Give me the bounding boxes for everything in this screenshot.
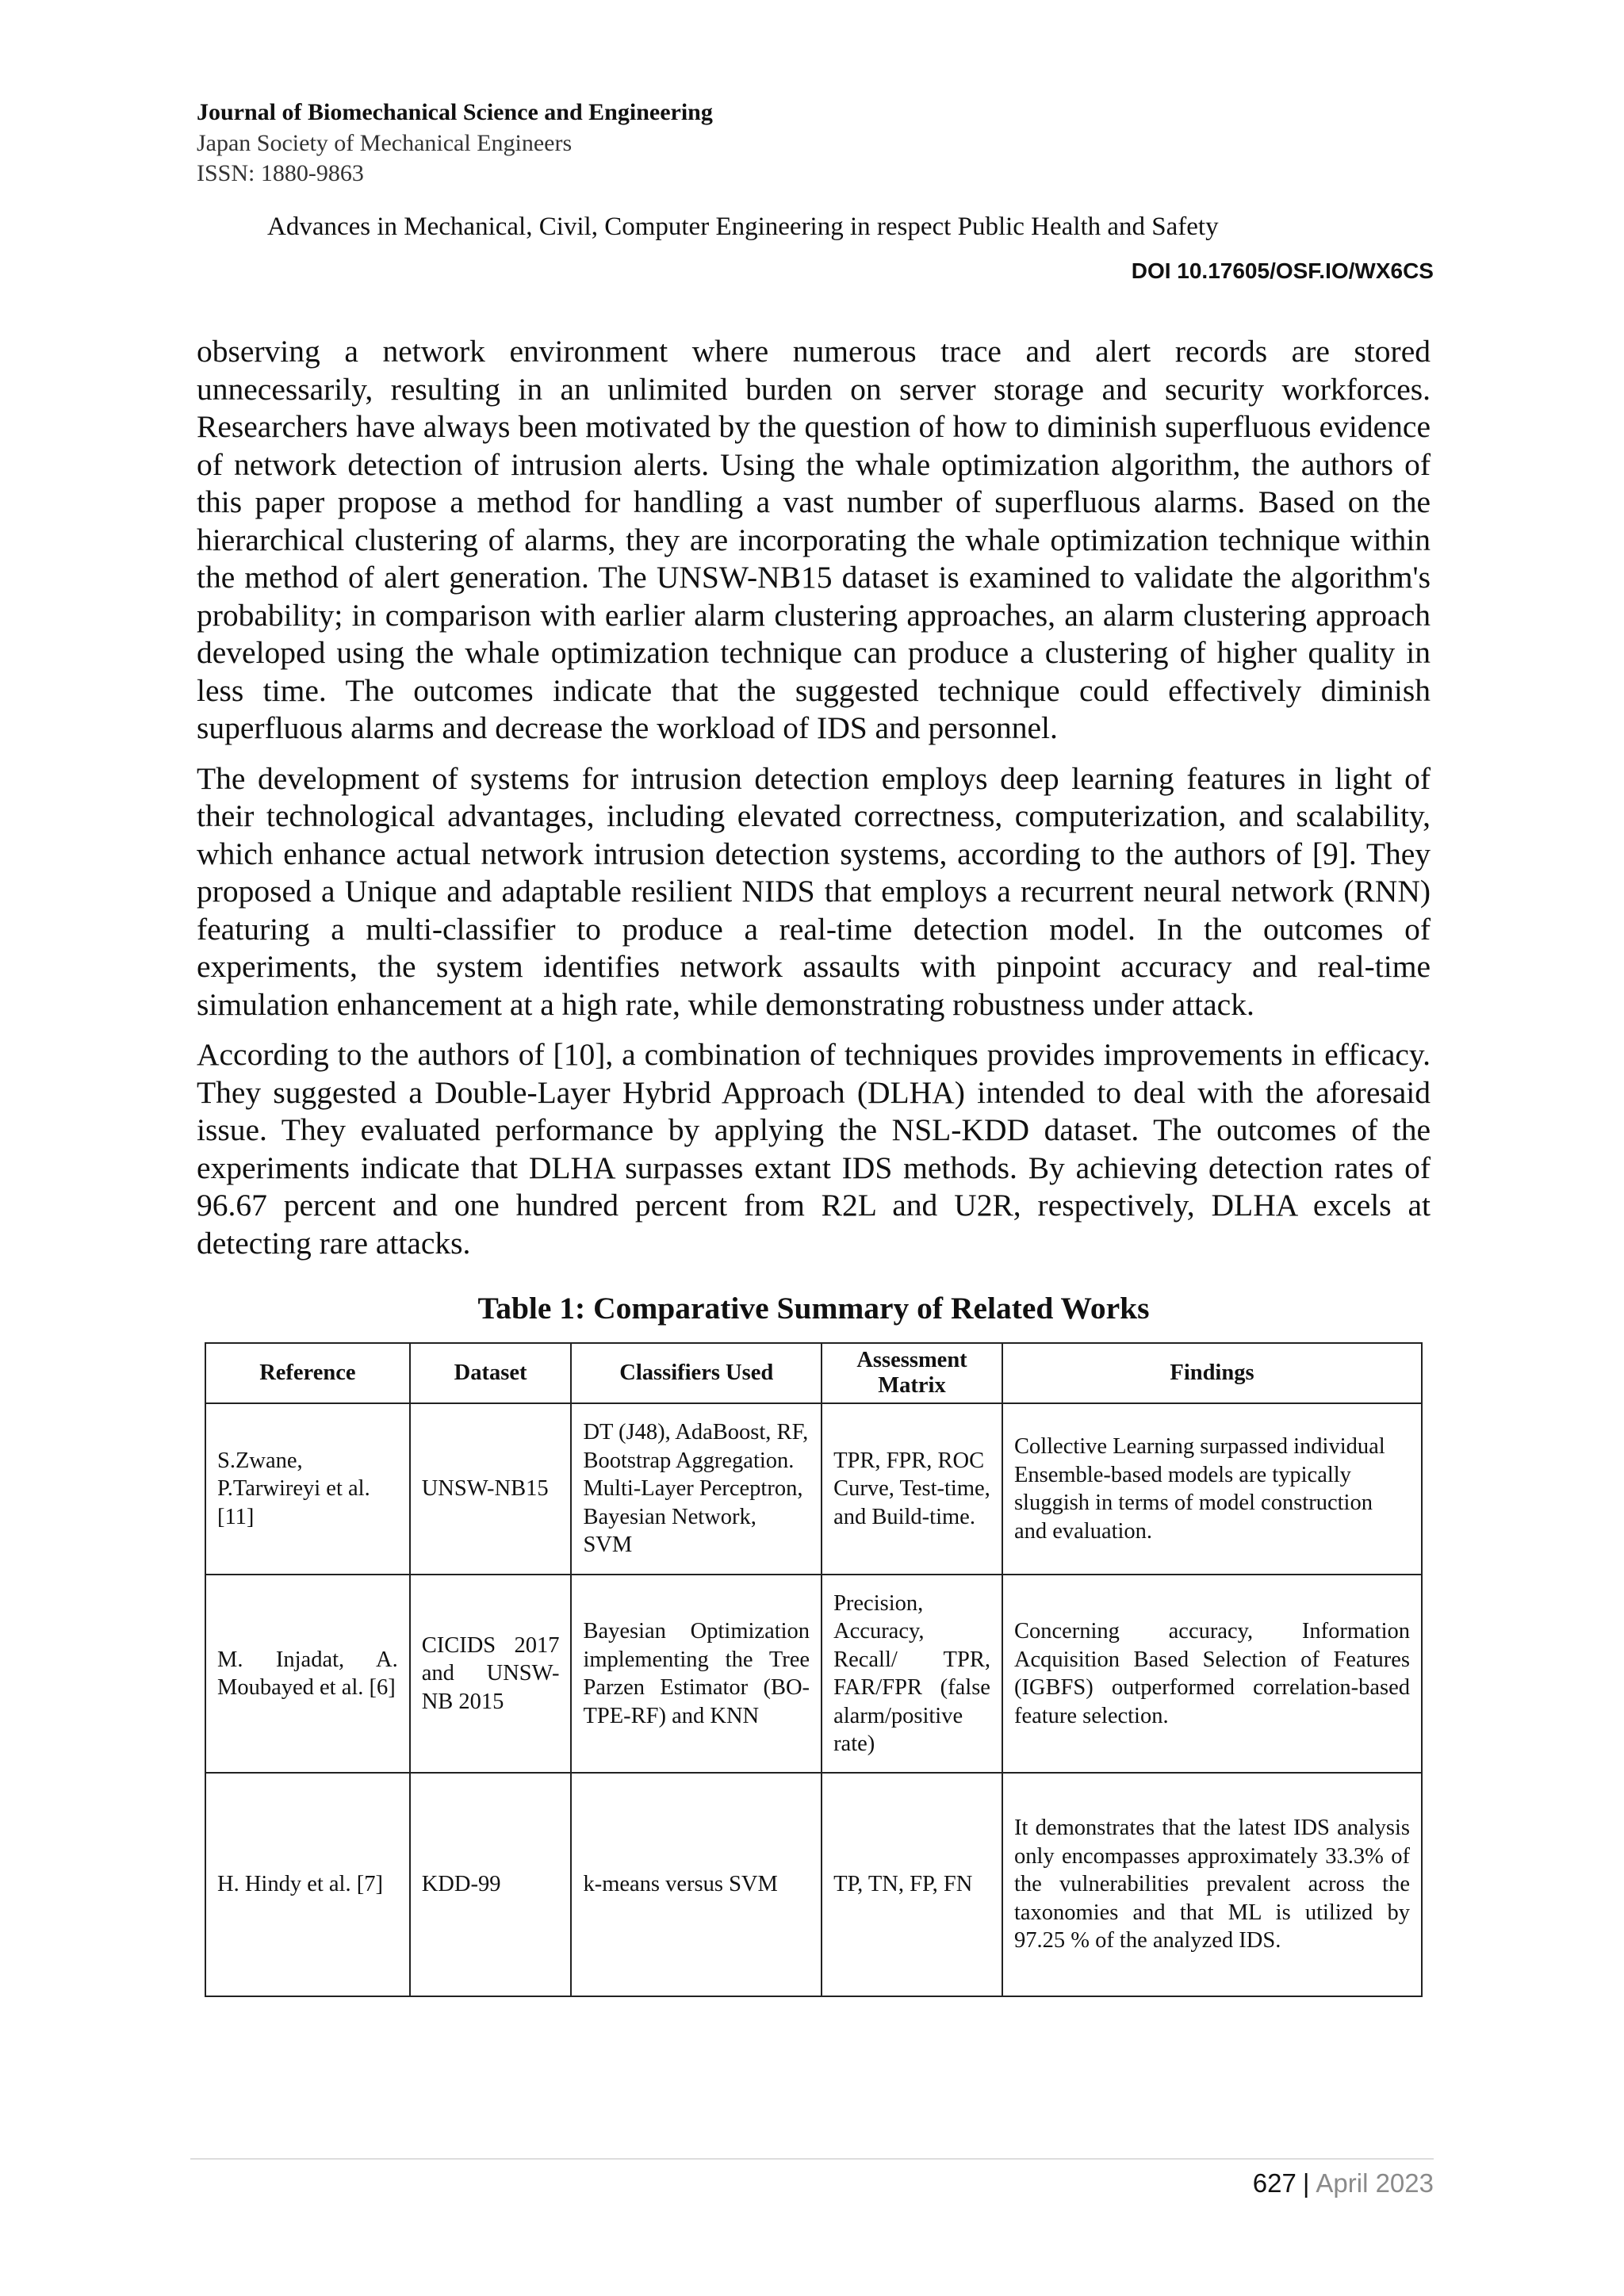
footer-separator: |	[1302, 2168, 1310, 2198]
cell-classifiers: Bayesian Optimization implementing the Tree Parzen Estimator (BO-TPE-RF) and KNN	[571, 1575, 822, 1773]
cell-classifiers: DT (J48), AdaBoost, RF, Bootstrap Aggregation. Multi-Layer Perceptron, Bayesian Network, SVM	[571, 1403, 822, 1575]
footer-divider	[190, 2158, 1434, 2160]
cell-assessment: TPR, FPR, ROC Curve, Test-time, and Build-time.	[822, 1403, 1002, 1575]
body-text	[197, 333, 1431, 1275]
cell-dataset: KDD-99	[410, 1773, 572, 1996]
cell-reference: S.Zwane, P.Tarwireyi et al. [11]	[205, 1403, 410, 1575]
cell-findings: Collective Learning surpassed individual Ensemble-based models are typically sluggish in terms of model construction and evaluation.	[1002, 1403, 1422, 1575]
header-dataset: Dataset	[410, 1343, 572, 1403]
doi-label: DOI 10.17605/OSF.IO/WX6CS	[1131, 258, 1434, 283]
table-row	[205, 1403, 1422, 1575]
header-assessment: Assessment Matrix	[822, 1343, 1002, 1403]
series-title: Advances in Mechanical, Civil, Computer Engineering in respect Public Health and Safety	[267, 212, 1219, 241]
page-footer	[1253, 2166, 1434, 2201]
journal-society: Japan Society of Mechanical Engineers	[197, 130, 573, 156]
header-findings: Findings	[1002, 1343, 1422, 1403]
cell-dataset: CICIDS 2017 and UNSW-NB 2015	[410, 1575, 572, 1773]
cell-assessment: TP, TN, FP, FN	[822, 1773, 1002, 1996]
cell-findings: It demonstrates that the latest IDS analysis only encompasses approximately 33.3% of the vulnerabilities prevalent across the taxonomies and that ML is utilized by 97.25 % of the analyzed IDS.	[1002, 1773, 1422, 1996]
cell-reference: H. Hindy et al. [7]	[205, 1773, 410, 1996]
cell-reference: M. Injadat, A. Moubayed et al. [6]	[205, 1575, 410, 1773]
table-row	[205, 1773, 1422, 1996]
cell-assessment: Precision, Accuracy, Recall/ TPR, FAR/FPR (false alarm/positive rate)	[822, 1575, 1002, 1773]
cell-dataset: UNSW-NB15	[410, 1403, 572, 1575]
header-reference: Reference	[205, 1343, 410, 1403]
cell-classifiers: k-means versus SVM	[571, 1773, 822, 1996]
header-classifiers: Classifiers Used	[571, 1343, 822, 1403]
related-works-table	[205, 1342, 1423, 1997]
paragraph-1: observing a network environment where numerous trace and alert records are stored unnecessarily, resulting in an unlimited burden on server storage and security workforces. Researchers have always been motivated by the question of how to diminish superfluous evidence of network detection of intrusion alerts. Using the whale optimization algorithm, the authors of this paper propose a method for handling a vast number of superfluous alarms. Based on the hierarchical clustering of alarms, they are incorporating the whale optimization technique within the method of alert generation. The UNSW-NB15 dataset is examined to validate the algorithm's probability; in comparison with earlier alarm clustering approaches, an alarm clustering approach developed using the whale optimization technique can produce a clustering of higher quality in less time. The outcomes indicate that the suggested technique could effectively diminish superfluous alarms and decrease the workload of IDS and personnel.	[197, 334, 1431, 745]
journal-header	[197, 97, 1434, 189]
publication-date: April 2023	[1316, 2168, 1434, 2198]
paragraph-2: The development of systems for intrusion detection employs deep learning features in light of their technological advantages, including elevated correctness, computerization, and scalability, which enhance actual network intrusion detection systems, according to the authors of [9]. They proposed a Unique and adaptable resilient NIDS that employs a recurrent neural network (RNN) featuring a multi-classifier to produce a real-time detection model. In the outcomes of experiments, the system identifies network assaults with pinpoint accuracy and real-time simulation enhancement at a high rate, while demonstrating robustness under attack.	[197, 760, 1431, 1022]
table-row	[205, 1575, 1422, 1773]
table-header-row	[205, 1343, 1422, 1403]
paragraph-3: According to the authors of [10], a combination of techniques provides improvements in efficacy. They suggested a Double-Layer Hybrid Approach (DLHA) intended to deal with the aforesaid issue. They evaluated performance by applying the NSL-KDD dataset. The outcomes of the experiments indicate that DLHA surpasses extant IDS methods. By achieving detection rates of 96.67 percent and one hundred percent from R2L and U2R, respectively, DLHA excels at detecting rare attacks.	[197, 1037, 1431, 1261]
table-caption: Table 1: Comparative Summary of Related Works	[477, 1291, 1150, 1326]
journal-issn: ISSN: 1880-9863	[197, 160, 364, 186]
page-number: 627	[1252, 2168, 1297, 2198]
cell-findings: Concerning accuracy, Information Acquisition Based Selection of Features (IGBFS) outperformed correlation-based feature selection.	[1002, 1575, 1422, 1773]
journal-title: Journal of Biomechanical Science and Engineering	[197, 99, 713, 125]
